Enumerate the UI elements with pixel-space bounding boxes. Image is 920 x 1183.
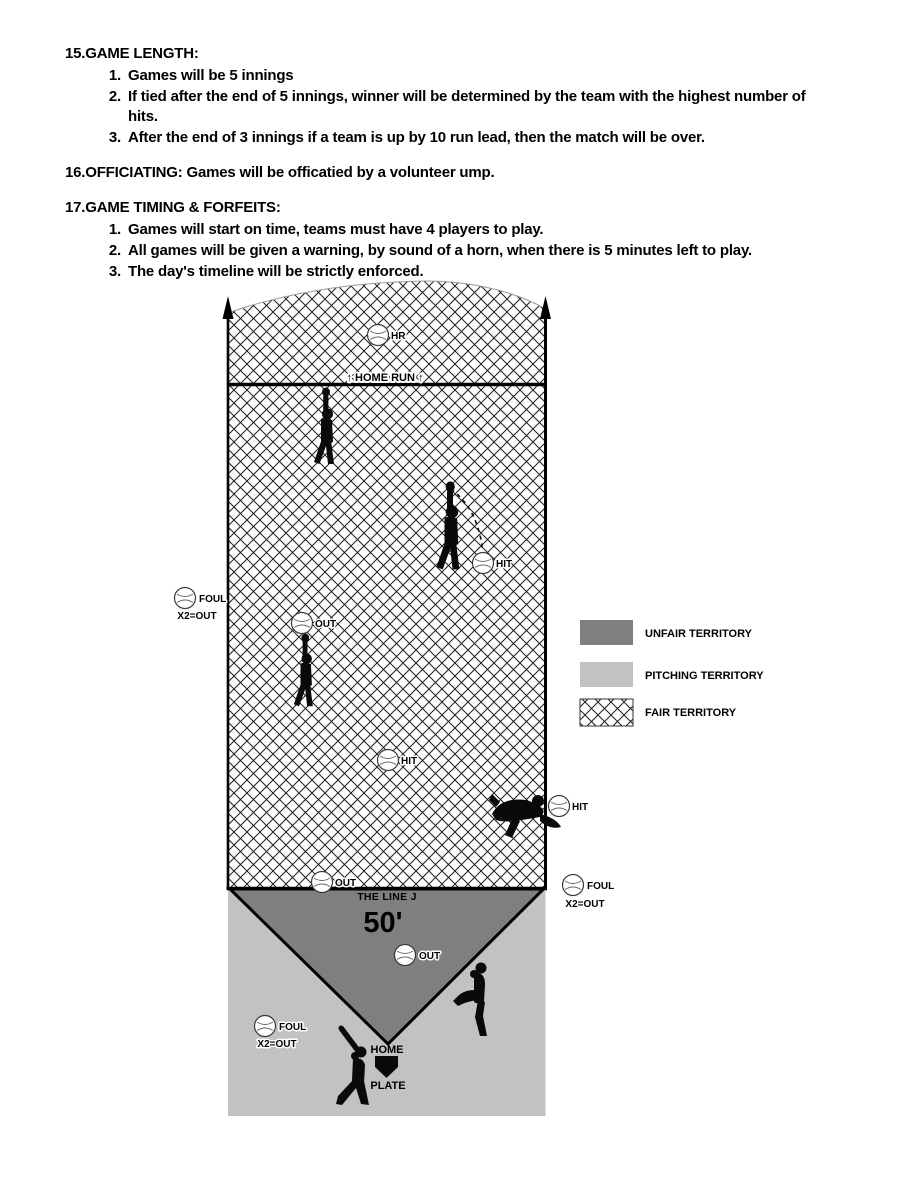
- ball-sublabel: X2=OUT: [565, 899, 605, 910]
- legend-swatch-fair: [580, 699, 633, 726]
- legend-swatch-pitching: [580, 662, 633, 687]
- rule-item-number: 3.: [108, 129, 121, 146]
- rule-item-text: Games will be 5 innings: [128, 67, 294, 84]
- baseball-icon: [255, 1016, 276, 1037]
- legend-swatch-unfair: [580, 620, 633, 645]
- rule-item-number: 1.: [108, 67, 121, 84]
- rule-item-number: 2.: [108, 88, 121, 105]
- legend-label: FAIR TERRITORY: [645, 707, 737, 719]
- baseball-foul-left: [175, 588, 227, 623]
- legend-label: PITCHING TERRITORY: [645, 670, 764, 682]
- baseball-hit-right: [549, 796, 589, 817]
- legend: [580, 620, 764, 726]
- rule-item-text: All games will be given a warning, by sound of a horn, when there is 5 minutes left to play.: [128, 242, 752, 259]
- rule-heading: 16.OFFICIATING: Games will be officatied by a volunteer ump.: [65, 164, 495, 181]
- up-arrow-icon: [223, 296, 234, 319]
- ball-label: FOUL: [587, 881, 615, 892]
- rule-item-text: Games will start on time, teams must have 4 players to play.: [128, 221, 544, 238]
- home-run-label: ↑ HOME RUN ↑: [346, 372, 424, 384]
- the-line-label: THE LINE J: [357, 891, 417, 903]
- rule-item-number: 1.: [108, 221, 121, 238]
- rule-item-text: The day's timeline will be strictly enforced.: [128, 263, 424, 280]
- baseball-icon: [368, 325, 389, 346]
- baseball-icon: [563, 875, 584, 896]
- ball-label: FOUL: [279, 1022, 307, 1033]
- baseball-icon: [549, 796, 570, 817]
- ball-label: OUT: [335, 878, 357, 889]
- baseball-icon: [292, 613, 313, 634]
- ball-label: HIT: [496, 559, 513, 570]
- baseball-icon: [378, 750, 399, 771]
- ball-label: FOUL: [199, 594, 227, 605]
- rule-item-text: If tied after the end of 5 innings, winner will be determined by the team with the highest number of hits.: [128, 88, 806, 125]
- baseball-icon: [312, 872, 333, 893]
- ball-label: HR: [391, 331, 406, 342]
- ball-sublabel: X2=OUT: [257, 1039, 297, 1050]
- rule-item-number: 2.: [108, 242, 121, 259]
- baseball-icon: [175, 588, 196, 609]
- rule-heading: 15.GAME LENGTH:: [65, 45, 199, 62]
- legend-label: UNFAIR TERRITORY: [645, 628, 752, 640]
- baseball-icon: [473, 553, 494, 574]
- rule-item-number: 3.: [108, 263, 121, 280]
- ball-sublabel: X2=OUT: [177, 611, 217, 622]
- home-plate-bottom-label: PLATE: [370, 1080, 406, 1092]
- ball-label: OUT: [315, 619, 337, 630]
- ball-label: OUT: [419, 951, 441, 962]
- ball-label: HIT: [572, 802, 589, 813]
- home-plate-top-label: HOME: [370, 1044, 404, 1056]
- baseball-foul-right: [563, 875, 615, 911]
- rule-item-text: After the end of 3 innings if a team is up by 10 run lead, then the match will be over.: [128, 129, 705, 146]
- distance-label: 50': [363, 907, 403, 939]
- rule-heading: 17.GAME TIMING & FORFEITS:: [65, 199, 281, 216]
- ball-label: HIT: [401, 756, 418, 767]
- baseball-icon: [395, 945, 416, 966]
